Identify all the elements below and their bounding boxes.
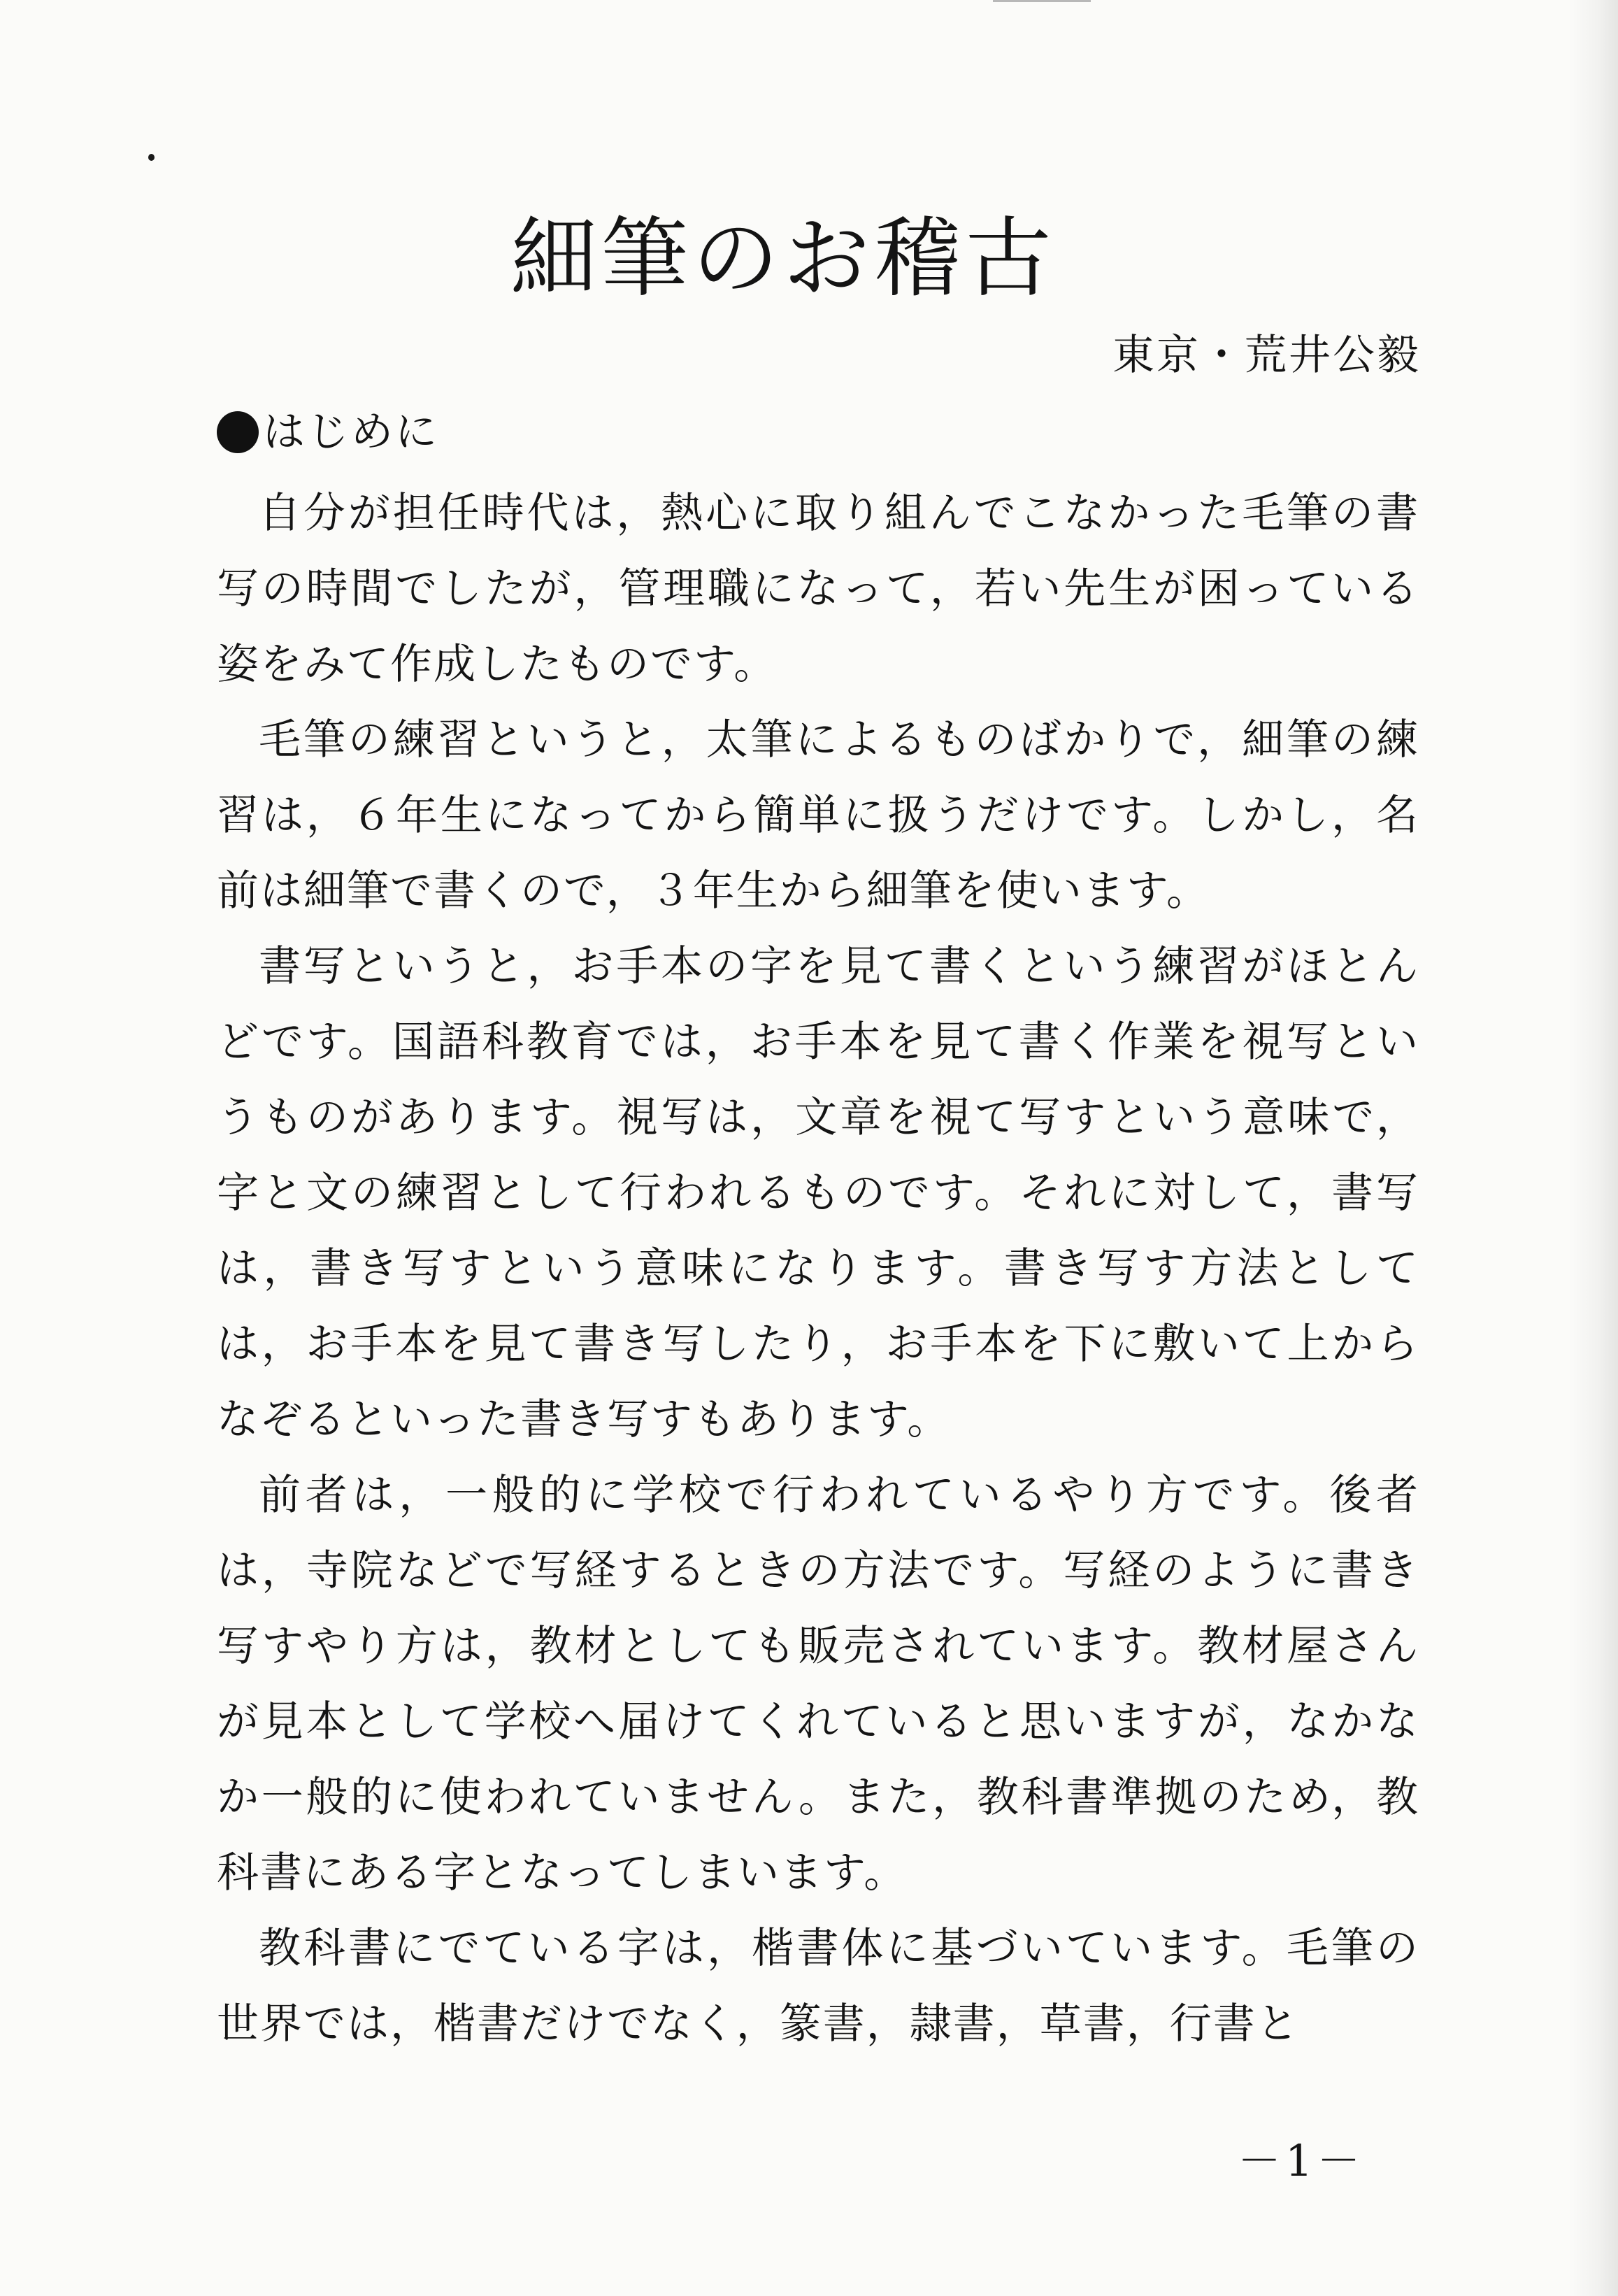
paragraph: 前者は，一般的に学校で行われているやり方です。後者は，寺院などで写経するときの方法です。写経のように書き写すやり方は，教材としても販売されています。教材屋さんが見本として学校へ届けてくれていると思いますが，なかなか一般的に使われていません。また，教科書準拠のため，教科書にある字となってしまいます。 <box>217 1471 1419 1897</box>
scan-top-mark <box>993 0 1091 2</box>
scan-speck <box>148 154 155 161</box>
paragraph: 毛筆の練習というと，太筆によるものばかりで，細筆の練習は，６年生になってから簡単に扱うだけです。しかし，名前は細筆で書くので，３年生から細筆を使います。 <box>217 715 1419 915</box>
document-title: 細筆のお稽古 <box>510 208 1056 309</box>
scan-edge-shadow <box>1569 0 1618 2296</box>
section-heading <box>217 404 439 460</box>
paragraph: 自分が担任時代は，熱心に取り組んでこなかった毛筆の書写の時間でしたが，管理職になって，若い先生が困っている姿をみて作成したものです。 <box>217 489 1419 689</box>
section-heading-text: はじめに <box>263 408 439 457</box>
page-number: －1－ <box>1238 2135 1365 2186</box>
author-line: 東京・荒井公毅 <box>1112 331 1421 380</box>
paragraph: 書写というと，お手本の字を見て書くという練習がほとんどです。国語科教育では，お手本を見て書く作業を視写というものがあります。視写は，文章を視て写すという意味で，字と文の練習として行われるものです。それに対して，書写は，書き写すという意味になります。書き写す方法としては，お手本を見て書き写したり，お手本を下に敷いて上からなぞるといった書き写すもあります。 <box>217 942 1419 1444</box>
body-text <box>217 476 1419 2062</box>
paragraph: 教科書にでている字は，楷書体に基づいています。毛筆の世界では，楷書だけでなく，篆書，隷書，草書，行書と <box>217 1924 1419 2048</box>
bullet-icon <box>217 411 259 453</box>
